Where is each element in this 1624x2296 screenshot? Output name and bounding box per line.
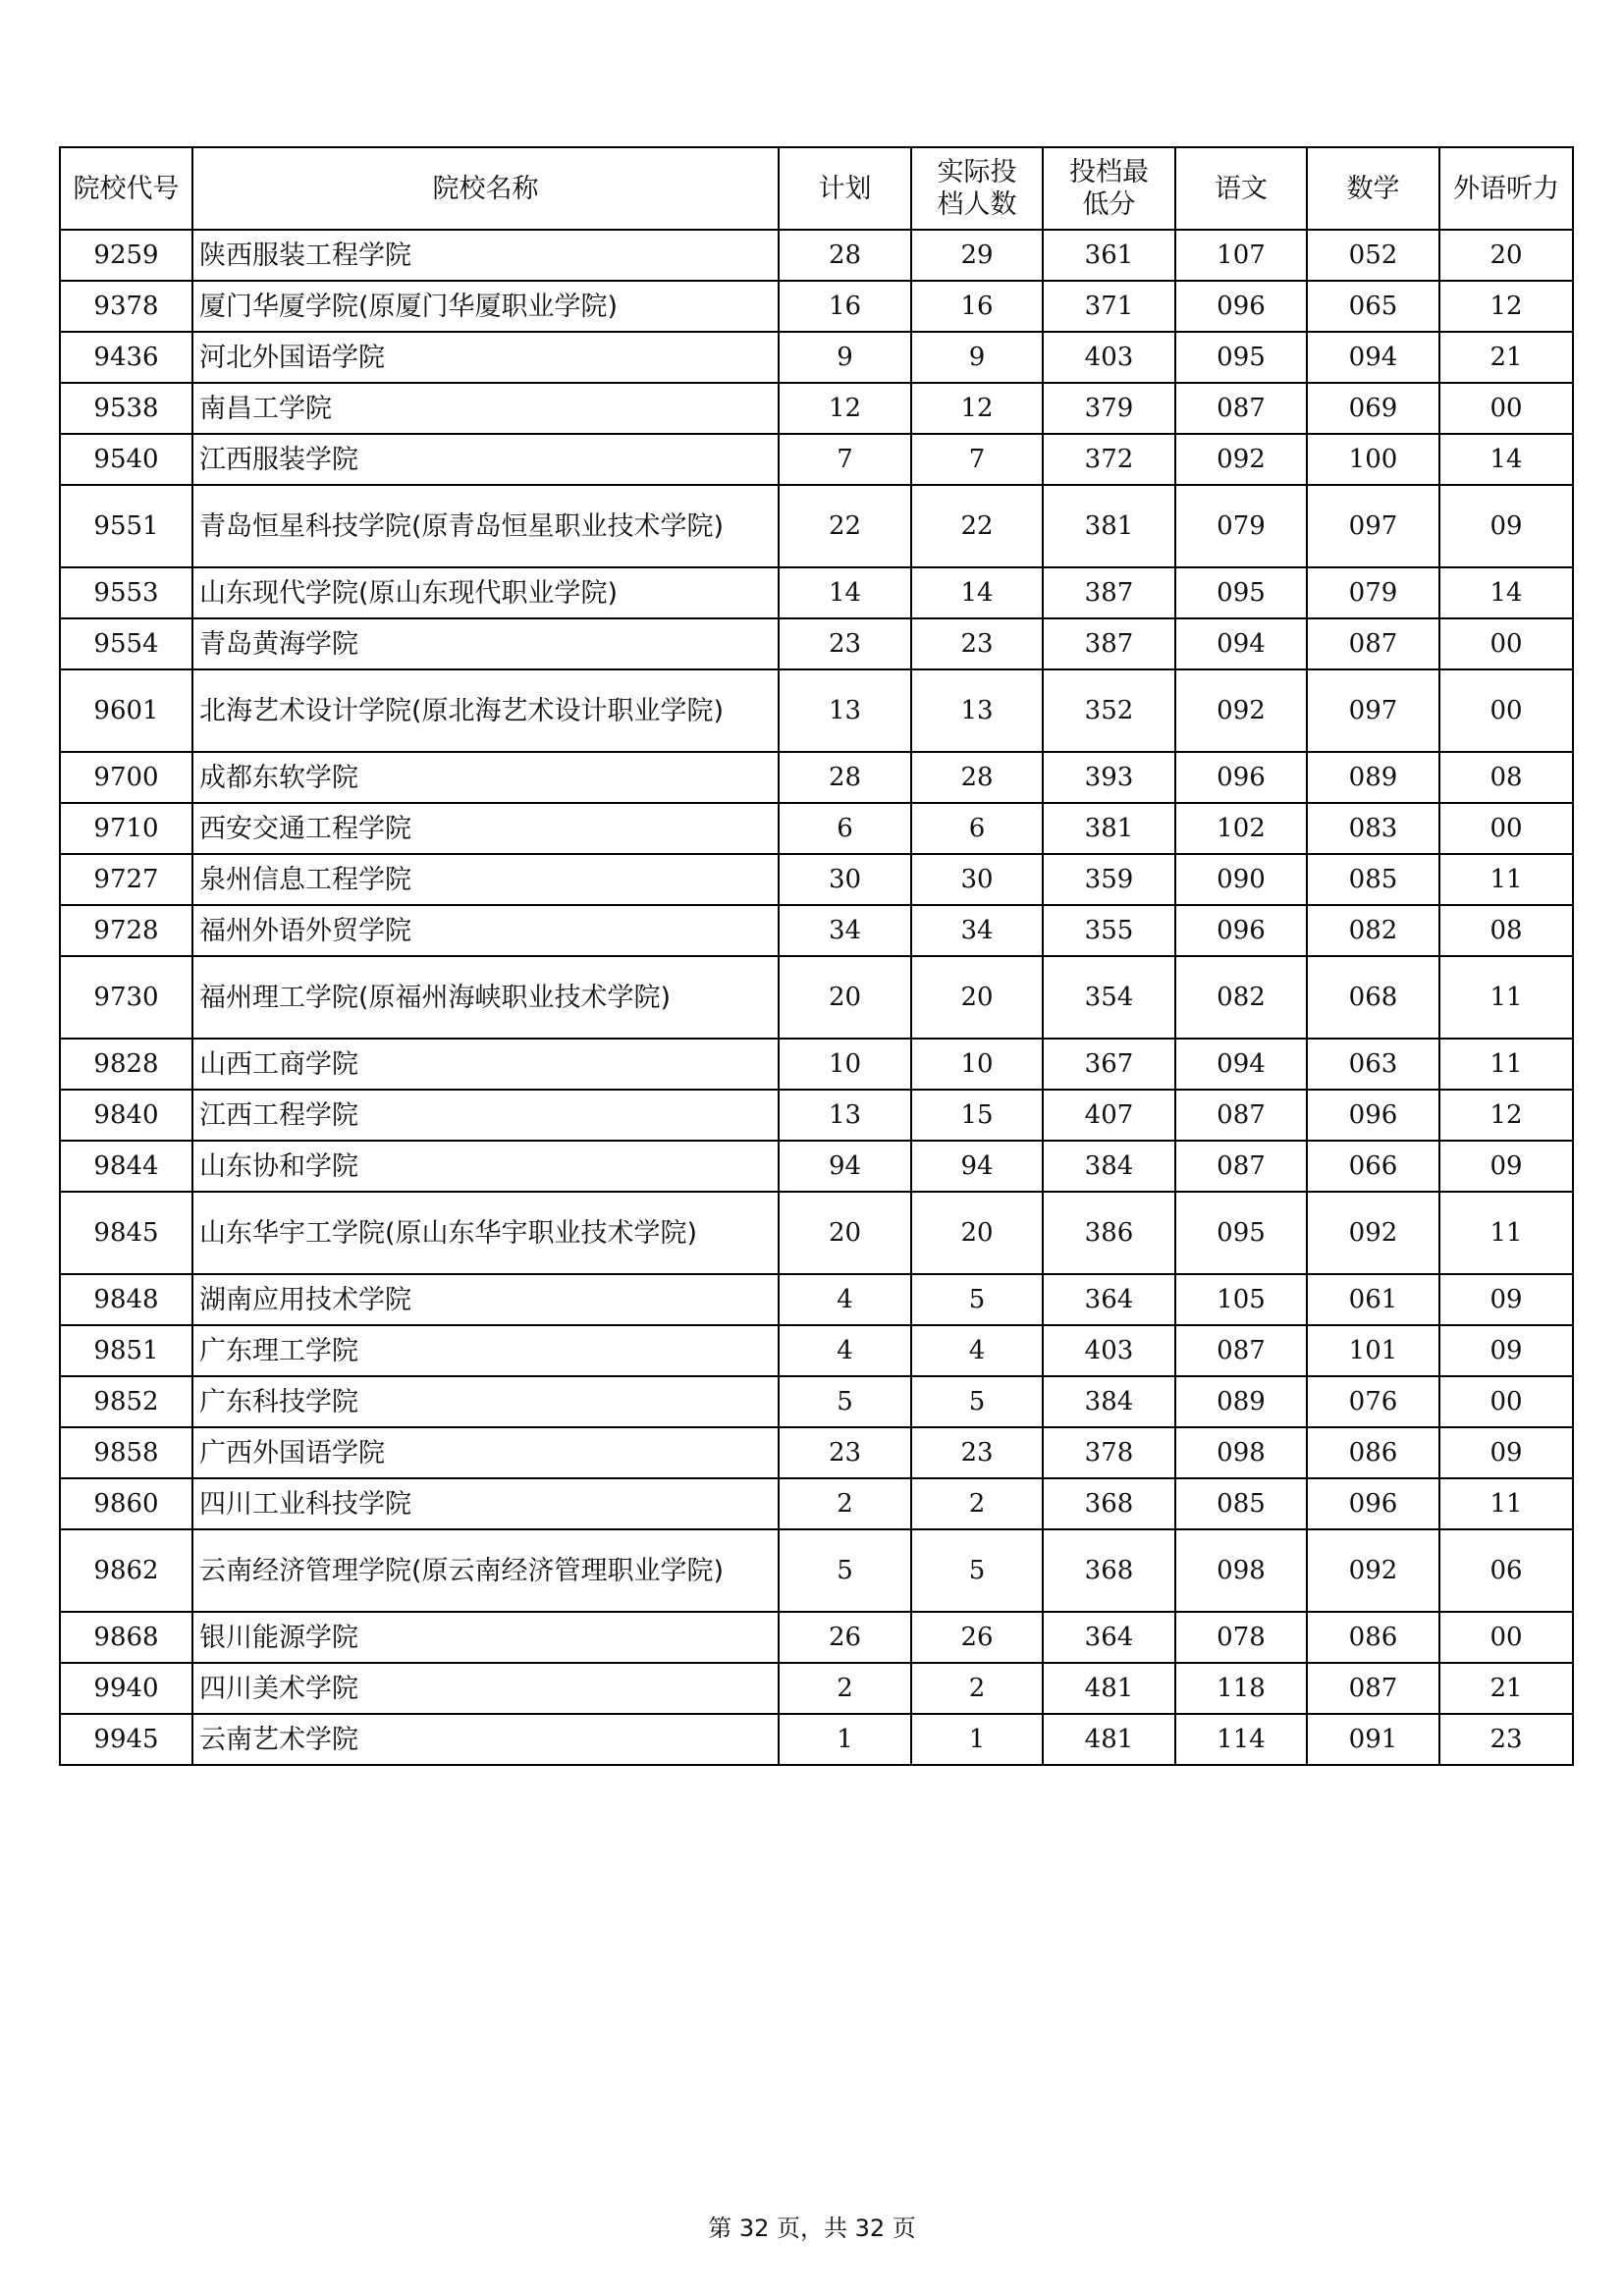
cell-listening: 00 [1439, 1612, 1573, 1663]
cell-math: 097 [1307, 669, 1439, 752]
table-row [60, 1376, 1573, 1427]
table-row [60, 669, 1573, 752]
cell-actual: 16 [911, 281, 1043, 332]
cell-listening: 11 [1439, 1039, 1573, 1090]
header-math: 数学 [1307, 147, 1439, 230]
cell-plan: 5 [779, 1529, 911, 1612]
cell-name: 厦门华厦学院(原厦门华厦职业学院) [192, 281, 779, 332]
cell-min-score: 403 [1043, 332, 1175, 383]
cell-math: 083 [1307, 803, 1439, 854]
cell-code: 9700 [60, 752, 192, 803]
table-row [60, 1192, 1573, 1274]
cell-min-score: 387 [1043, 567, 1175, 618]
cell-min-score: 372 [1043, 434, 1175, 485]
table-row [60, 1039, 1573, 1090]
table-body [60, 230, 1573, 1765]
cell-code: 9259 [60, 230, 192, 281]
cell-chinese: 092 [1175, 434, 1307, 485]
cell-code: 9553 [60, 567, 192, 618]
cell-listening: 09 [1439, 1141, 1573, 1192]
cell-name: 山东华宇工学院(原山东华宇职业技术学院) [192, 1192, 779, 1274]
cell-math: 087 [1307, 1663, 1439, 1714]
cell-listening: 00 [1439, 669, 1573, 752]
table-row [60, 1325, 1573, 1376]
cell-plan: 4 [779, 1325, 911, 1376]
table-row [60, 332, 1573, 383]
cell-actual: 6 [911, 803, 1043, 854]
cell-name: 广东科技学院 [192, 1376, 779, 1427]
cell-plan: 13 [779, 1090, 911, 1141]
cell-min-score: 481 [1043, 1663, 1175, 1714]
cell-actual: 20 [911, 1192, 1043, 1274]
cell-listening: 23 [1439, 1714, 1573, 1765]
cell-code: 9436 [60, 332, 192, 383]
cell-code: 9852 [60, 1376, 192, 1427]
cell-plan: 1 [779, 1714, 911, 1765]
cell-name: 青岛黄海学院 [192, 618, 779, 669]
cell-name: 北海艺术设计学院(原北海艺术设计职业学院) [192, 669, 779, 752]
header-actual: 实际投档人数 [911, 147, 1043, 230]
cell-actual: 12 [911, 383, 1043, 434]
cell-listening: 08 [1439, 905, 1573, 956]
cell-math: 052 [1307, 230, 1439, 281]
cell-math: 086 [1307, 1427, 1439, 1478]
cell-code: 9844 [60, 1141, 192, 1192]
cell-math: 066 [1307, 1141, 1439, 1192]
table-row [60, 1427, 1573, 1478]
cell-plan: 7 [779, 434, 911, 485]
table-row [60, 383, 1573, 434]
cell-listening: 14 [1439, 567, 1573, 618]
cell-code: 9940 [60, 1663, 192, 1714]
cell-plan: 9 [779, 332, 911, 383]
cell-min-score: 387 [1043, 618, 1175, 669]
cell-name: 江西工程学院 [192, 1090, 779, 1141]
cell-chinese: 102 [1175, 803, 1307, 854]
table-row [60, 1274, 1573, 1325]
cell-plan: 20 [779, 956, 911, 1039]
cell-chinese: 094 [1175, 1039, 1307, 1090]
table-row [60, 956, 1573, 1039]
cell-chinese: 089 [1175, 1376, 1307, 1427]
cell-code: 9851 [60, 1325, 192, 1376]
cell-listening: 00 [1439, 383, 1573, 434]
cell-math: 082 [1307, 905, 1439, 956]
cell-plan: 13 [779, 669, 911, 752]
cell-actual: 26 [911, 1612, 1043, 1663]
cell-actual: 23 [911, 618, 1043, 669]
cell-listening: 09 [1439, 485, 1573, 567]
table-row [60, 230, 1573, 281]
cell-min-score: 352 [1043, 669, 1175, 752]
cell-plan: 2 [779, 1478, 911, 1529]
cell-plan: 23 [779, 1427, 911, 1478]
cell-listening: 08 [1439, 752, 1573, 803]
cell-min-score: 379 [1043, 383, 1175, 434]
cell-name: 山东协和学院 [192, 1141, 779, 1192]
cell-listening: 00 [1439, 1376, 1573, 1427]
cell-chinese: 098 [1175, 1427, 1307, 1478]
cell-min-score: 354 [1043, 956, 1175, 1039]
cell-name: 成都东软学院 [192, 752, 779, 803]
cell-math: 096 [1307, 1478, 1439, 1529]
header-row [60, 147, 1573, 230]
table-row [60, 1141, 1573, 1192]
cell-listening: 06 [1439, 1529, 1573, 1612]
header-code: 院校代号 [60, 147, 192, 230]
cell-math: 061 [1307, 1274, 1439, 1325]
cell-min-score: 368 [1043, 1478, 1175, 1529]
cell-listening: 11 [1439, 1478, 1573, 1529]
cell-name: 山东现代学院(原山东现代职业学院) [192, 567, 779, 618]
cell-name: 银川能源学院 [192, 1612, 779, 1663]
cell-plan: 28 [779, 230, 911, 281]
cell-name: 福州外语外贸学院 [192, 905, 779, 956]
cell-chinese: 079 [1175, 485, 1307, 567]
cell-chinese: 092 [1175, 669, 1307, 752]
cell-plan: 14 [779, 567, 911, 618]
cell-listening: 12 [1439, 281, 1573, 332]
cell-code: 9554 [60, 618, 192, 669]
cell-actual: 30 [911, 854, 1043, 905]
cell-math: 086 [1307, 1612, 1439, 1663]
cell-name: 广东理工学院 [192, 1325, 779, 1376]
cell-name: 河北外国语学院 [192, 332, 779, 383]
cell-min-score: 364 [1043, 1274, 1175, 1325]
cell-min-score: 361 [1043, 230, 1175, 281]
cell-chinese: 095 [1175, 567, 1307, 618]
cell-listening: 09 [1439, 1325, 1573, 1376]
cell-min-score: 359 [1043, 854, 1175, 905]
table-row [60, 1663, 1573, 1714]
page-number: 第 32 页，共 32 页 [708, 2215, 916, 2242]
cell-actual: 14 [911, 567, 1043, 618]
cell-actual: 7 [911, 434, 1043, 485]
cell-name: 陕西服装工程学院 [192, 230, 779, 281]
cell-code: 9540 [60, 434, 192, 485]
cell-math: 100 [1307, 434, 1439, 485]
cell-math: 076 [1307, 1376, 1439, 1427]
cell-plan: 5 [779, 1376, 911, 1427]
cell-actual: 5 [911, 1529, 1043, 1612]
cell-name: 福州理工学院(原福州海峡职业技术学院) [192, 956, 779, 1039]
cell-plan: 34 [779, 905, 911, 956]
cell-actual: 5 [911, 1274, 1043, 1325]
cell-plan: 22 [779, 485, 911, 567]
cell-min-score: 403 [1043, 1325, 1175, 1376]
cell-plan: 12 [779, 383, 911, 434]
table-row [60, 905, 1573, 956]
cell-listening: 12 [1439, 1090, 1573, 1141]
cell-code: 9828 [60, 1039, 192, 1090]
cell-chinese: 105 [1175, 1274, 1307, 1325]
table-row [60, 1714, 1573, 1765]
cell-code: 9840 [60, 1090, 192, 1141]
cell-name: 南昌工学院 [192, 383, 779, 434]
cell-listening: 21 [1439, 1663, 1573, 1714]
cell-chinese: 095 [1175, 332, 1307, 383]
cell-plan: 2 [779, 1663, 911, 1714]
cell-name: 西安交通工程学院 [192, 803, 779, 854]
cell-actual: 34 [911, 905, 1043, 956]
cell-name: 湖南应用技术学院 [192, 1274, 779, 1325]
cell-code: 9845 [60, 1192, 192, 1274]
cell-actual: 15 [911, 1090, 1043, 1141]
cell-math: 068 [1307, 956, 1439, 1039]
header-listening: 外语听力 [1439, 147, 1573, 230]
cell-chinese: 082 [1175, 956, 1307, 1039]
cell-plan: 10 [779, 1039, 911, 1090]
cell-plan: 94 [779, 1141, 911, 1192]
cell-chinese: 094 [1175, 618, 1307, 669]
cell-code: 9858 [60, 1427, 192, 1478]
cell-actual: 23 [911, 1427, 1043, 1478]
cell-min-score: 355 [1043, 905, 1175, 956]
cell-code: 9848 [60, 1274, 192, 1325]
cell-chinese: 085 [1175, 1478, 1307, 1529]
cell-chinese: 078 [1175, 1612, 1307, 1663]
cell-listening: 09 [1439, 1274, 1573, 1325]
cell-code: 9945 [60, 1714, 192, 1765]
cell-actual: 2 [911, 1663, 1043, 1714]
table-row [60, 567, 1573, 618]
cell-listening: 00 [1439, 618, 1573, 669]
cell-name: 四川美术学院 [192, 1663, 779, 1714]
table-row [60, 618, 1573, 669]
cell-min-score: 384 [1043, 1141, 1175, 1192]
cell-chinese: 095 [1175, 1192, 1307, 1274]
cell-name: 青岛恒星科技学院(原青岛恒星职业技术学院) [192, 485, 779, 567]
cell-listening: 09 [1439, 1427, 1573, 1478]
cell-code: 9538 [60, 383, 192, 434]
cell-actual: 29 [911, 230, 1043, 281]
cell-math: 097 [1307, 485, 1439, 567]
header-min-score: 投档最低分 [1043, 147, 1175, 230]
cell-min-score: 367 [1043, 1039, 1175, 1090]
cell-math: 065 [1307, 281, 1439, 332]
cell-name: 云南艺术学院 [192, 1714, 779, 1765]
cell-chinese: 107 [1175, 230, 1307, 281]
cell-actual: 1 [911, 1714, 1043, 1765]
cell-chinese: 090 [1175, 854, 1307, 905]
cell-actual: 20 [911, 956, 1043, 1039]
header-name: 院校名称 [192, 147, 779, 230]
table-row [60, 854, 1573, 905]
cell-math: 092 [1307, 1529, 1439, 1612]
cell-code: 9378 [60, 281, 192, 332]
header-plan: 计划 [779, 147, 911, 230]
table-row [60, 752, 1573, 803]
cell-listening: 11 [1439, 854, 1573, 905]
cell-chinese: 114 [1175, 1714, 1307, 1765]
cell-chinese: 096 [1175, 905, 1307, 956]
cell-name: 山西工商学院 [192, 1039, 779, 1090]
cell-plan: 26 [779, 1612, 911, 1663]
cell-math: 063 [1307, 1039, 1439, 1090]
cell-min-score: 371 [1043, 281, 1175, 332]
cell-actual: 28 [911, 752, 1043, 803]
cell-min-score: 381 [1043, 485, 1175, 567]
cell-listening: 14 [1439, 434, 1573, 485]
cell-math: 079 [1307, 567, 1439, 618]
cell-min-score: 481 [1043, 1714, 1175, 1765]
cell-code: 9868 [60, 1612, 192, 1663]
cell-name: 云南经济管理学院(原云南经济管理职业学院) [192, 1529, 779, 1612]
cell-actual: 10 [911, 1039, 1043, 1090]
cell-actual: 13 [911, 669, 1043, 752]
cell-name: 广西外国语学院 [192, 1427, 779, 1478]
cell-plan: 16 [779, 281, 911, 332]
table-row [60, 1090, 1573, 1141]
cell-chinese: 096 [1175, 752, 1307, 803]
cell-min-score: 407 [1043, 1090, 1175, 1141]
cell-min-score: 386 [1043, 1192, 1175, 1274]
cell-actual: 22 [911, 485, 1043, 567]
table-row [60, 485, 1573, 567]
cell-min-score: 364 [1043, 1612, 1175, 1663]
cell-chinese: 087 [1175, 1325, 1307, 1376]
cell-chinese: 087 [1175, 1141, 1307, 1192]
cell-chinese: 087 [1175, 383, 1307, 434]
header-chinese: 语文 [1175, 147, 1307, 230]
cell-plan: 23 [779, 618, 911, 669]
cell-plan: 20 [779, 1192, 911, 1274]
cell-actual: 9 [911, 332, 1043, 383]
cell-code: 9860 [60, 1478, 192, 1529]
cell-code: 9551 [60, 485, 192, 567]
cell-code: 9730 [60, 956, 192, 1039]
cell-name: 四川工业科技学院 [192, 1478, 779, 1529]
cell-math: 091 [1307, 1714, 1439, 1765]
cell-code: 9728 [60, 905, 192, 956]
cell-math: 092 [1307, 1192, 1439, 1274]
cell-math: 096 [1307, 1090, 1439, 1141]
cell-math: 087 [1307, 618, 1439, 669]
cell-code: 9862 [60, 1529, 192, 1612]
cell-min-score: 381 [1043, 803, 1175, 854]
cell-math: 101 [1307, 1325, 1439, 1376]
cell-listening: 21 [1439, 332, 1573, 383]
cell-listening: 11 [1439, 956, 1573, 1039]
cell-name: 江西服装学院 [192, 434, 779, 485]
cell-min-score: 384 [1043, 1376, 1175, 1427]
table-row [60, 281, 1573, 332]
cell-code: 9727 [60, 854, 192, 905]
cell-math: 089 [1307, 752, 1439, 803]
cell-actual: 4 [911, 1325, 1043, 1376]
cell-plan: 6 [779, 803, 911, 854]
cell-chinese: 098 [1175, 1529, 1307, 1612]
cell-plan: 28 [779, 752, 911, 803]
cell-listening: 20 [1439, 230, 1573, 281]
cell-listening: 00 [1439, 803, 1573, 854]
table-row [60, 1529, 1573, 1612]
cell-actual: 94 [911, 1141, 1043, 1192]
cell-math: 094 [1307, 332, 1439, 383]
cell-actual: 2 [911, 1478, 1043, 1529]
admissions-table [59, 146, 1574, 1766]
cell-chinese: 096 [1175, 281, 1307, 332]
cell-name: 泉州信息工程学院 [192, 854, 779, 905]
cell-math: 085 [1307, 854, 1439, 905]
table-row [60, 1612, 1573, 1663]
cell-min-score: 393 [1043, 752, 1175, 803]
cell-plan: 30 [779, 854, 911, 905]
cell-plan: 4 [779, 1274, 911, 1325]
table-row [60, 434, 1573, 485]
cell-min-score: 368 [1043, 1529, 1175, 1612]
cell-code: 9601 [60, 669, 192, 752]
cell-chinese: 087 [1175, 1090, 1307, 1141]
cell-code: 9710 [60, 803, 192, 854]
table-row [60, 1478, 1573, 1529]
table-row [60, 803, 1573, 854]
cell-chinese: 118 [1175, 1663, 1307, 1714]
cell-min-score: 378 [1043, 1427, 1175, 1478]
cell-math: 069 [1307, 383, 1439, 434]
cell-actual: 5 [911, 1376, 1043, 1427]
cell-listening: 11 [1439, 1192, 1573, 1274]
